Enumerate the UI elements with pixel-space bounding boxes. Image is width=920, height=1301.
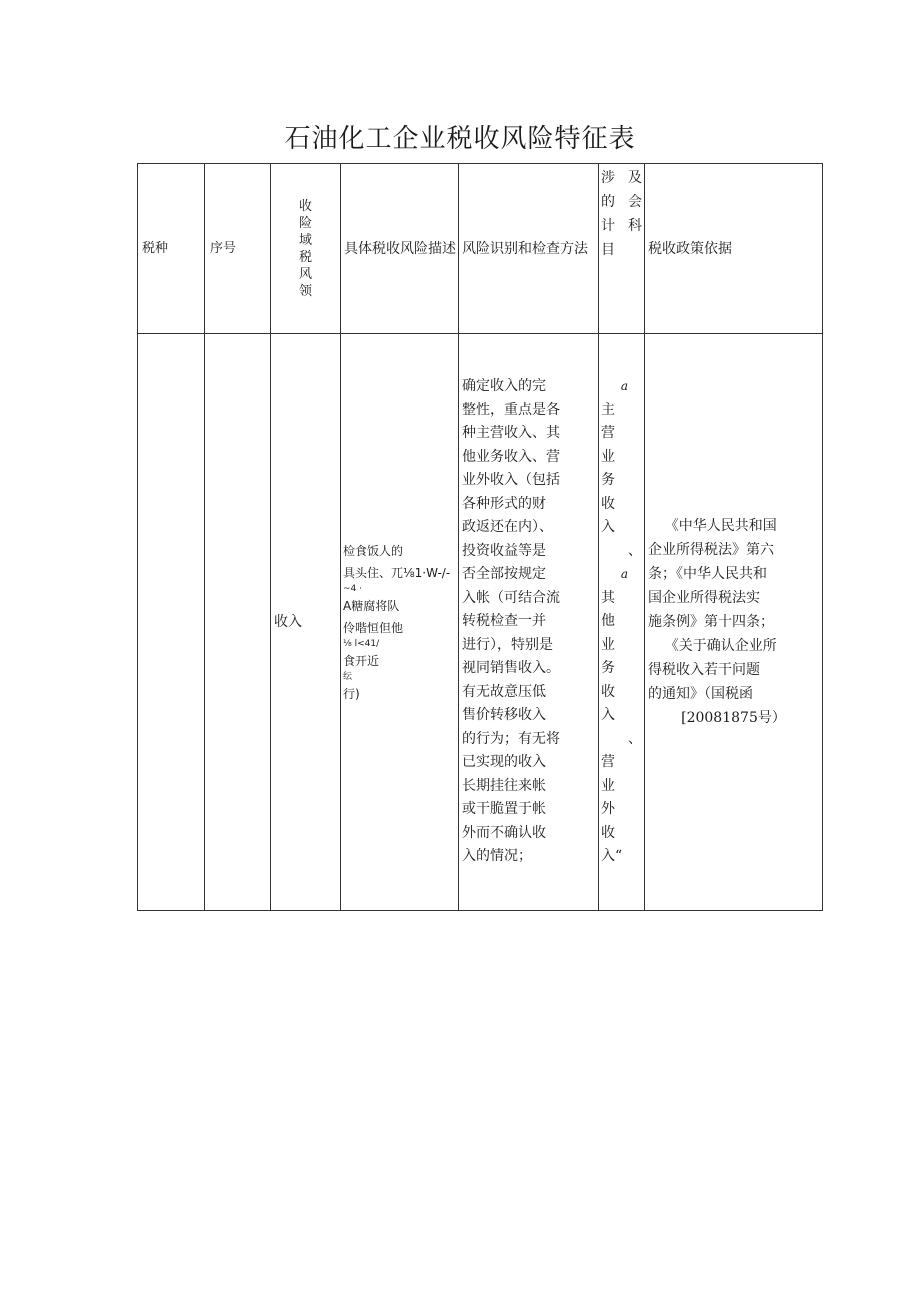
table-header-row [138, 164, 823, 334]
header-method: 风险识别和检查方法 [459, 164, 599, 334]
cell-tax-type [138, 334, 205, 911]
cell-accounts [599, 334, 645, 911]
cell-method [459, 334, 599, 911]
cell-risk-domain: 收入 [271, 334, 341, 911]
policy-lines: 《中华人民共和国 企业所得税法》第六 条；《中华人民共和 国企业所得税法实 施条例》第十四条； 《关于确认企业所 得税收入若干问题 的通知》（国税函 [20081875号） [648, 518, 786, 726]
table-row [138, 334, 823, 911]
header-accounts [599, 164, 645, 334]
accounts-lines: a 主 营 业 务 收 入 、 a 其 他 业 务 收 入 、 营 业 外 收 入“ [601, 379, 642, 865]
risk-characteristics-table [137, 163, 823, 911]
header-policy: 税收政策依据 [645, 164, 823, 334]
cell-policy [645, 334, 823, 911]
header-tax-type: 税种 [138, 164, 205, 334]
cell-seq-no [205, 334, 271, 911]
cell-risk-desc [341, 334, 459, 911]
header-risk-domain: 收险域税风领 [271, 164, 341, 334]
method-lines: 确定收入的完 整性，重点是各 种主营收入、其 他业务收入、营 业外收入（包括 各种形式的财 政返还在内）、 投资收益等是 否全部按规定 入帐（可结合流 转税检查一并 进行），特别是 视同销售收入。 有无故意压低 售价转移收入 的行为；有无将 已实现的收入 长期挂往来帐 或干脆置于帐 外而不确认收 入的情况； [462, 378, 560, 865]
header-seq-no: 序号 [205, 164, 271, 334]
page-title: 石油化工企业税收风险特征表 [284, 124, 636, 154]
risk-desc-lines: 检食饭人的 具头住、兀⅛1·W-/- ~4 · A糖腐将队 伶喈恒但他 ⅛ l<41∕ 食开近 纭 行) [343, 543, 451, 701]
header-risk-desc: 具体税收风险描述 [341, 164, 459, 334]
header-accounts-lines: 涉及 的会 计科 目 [601, 170, 642, 258]
